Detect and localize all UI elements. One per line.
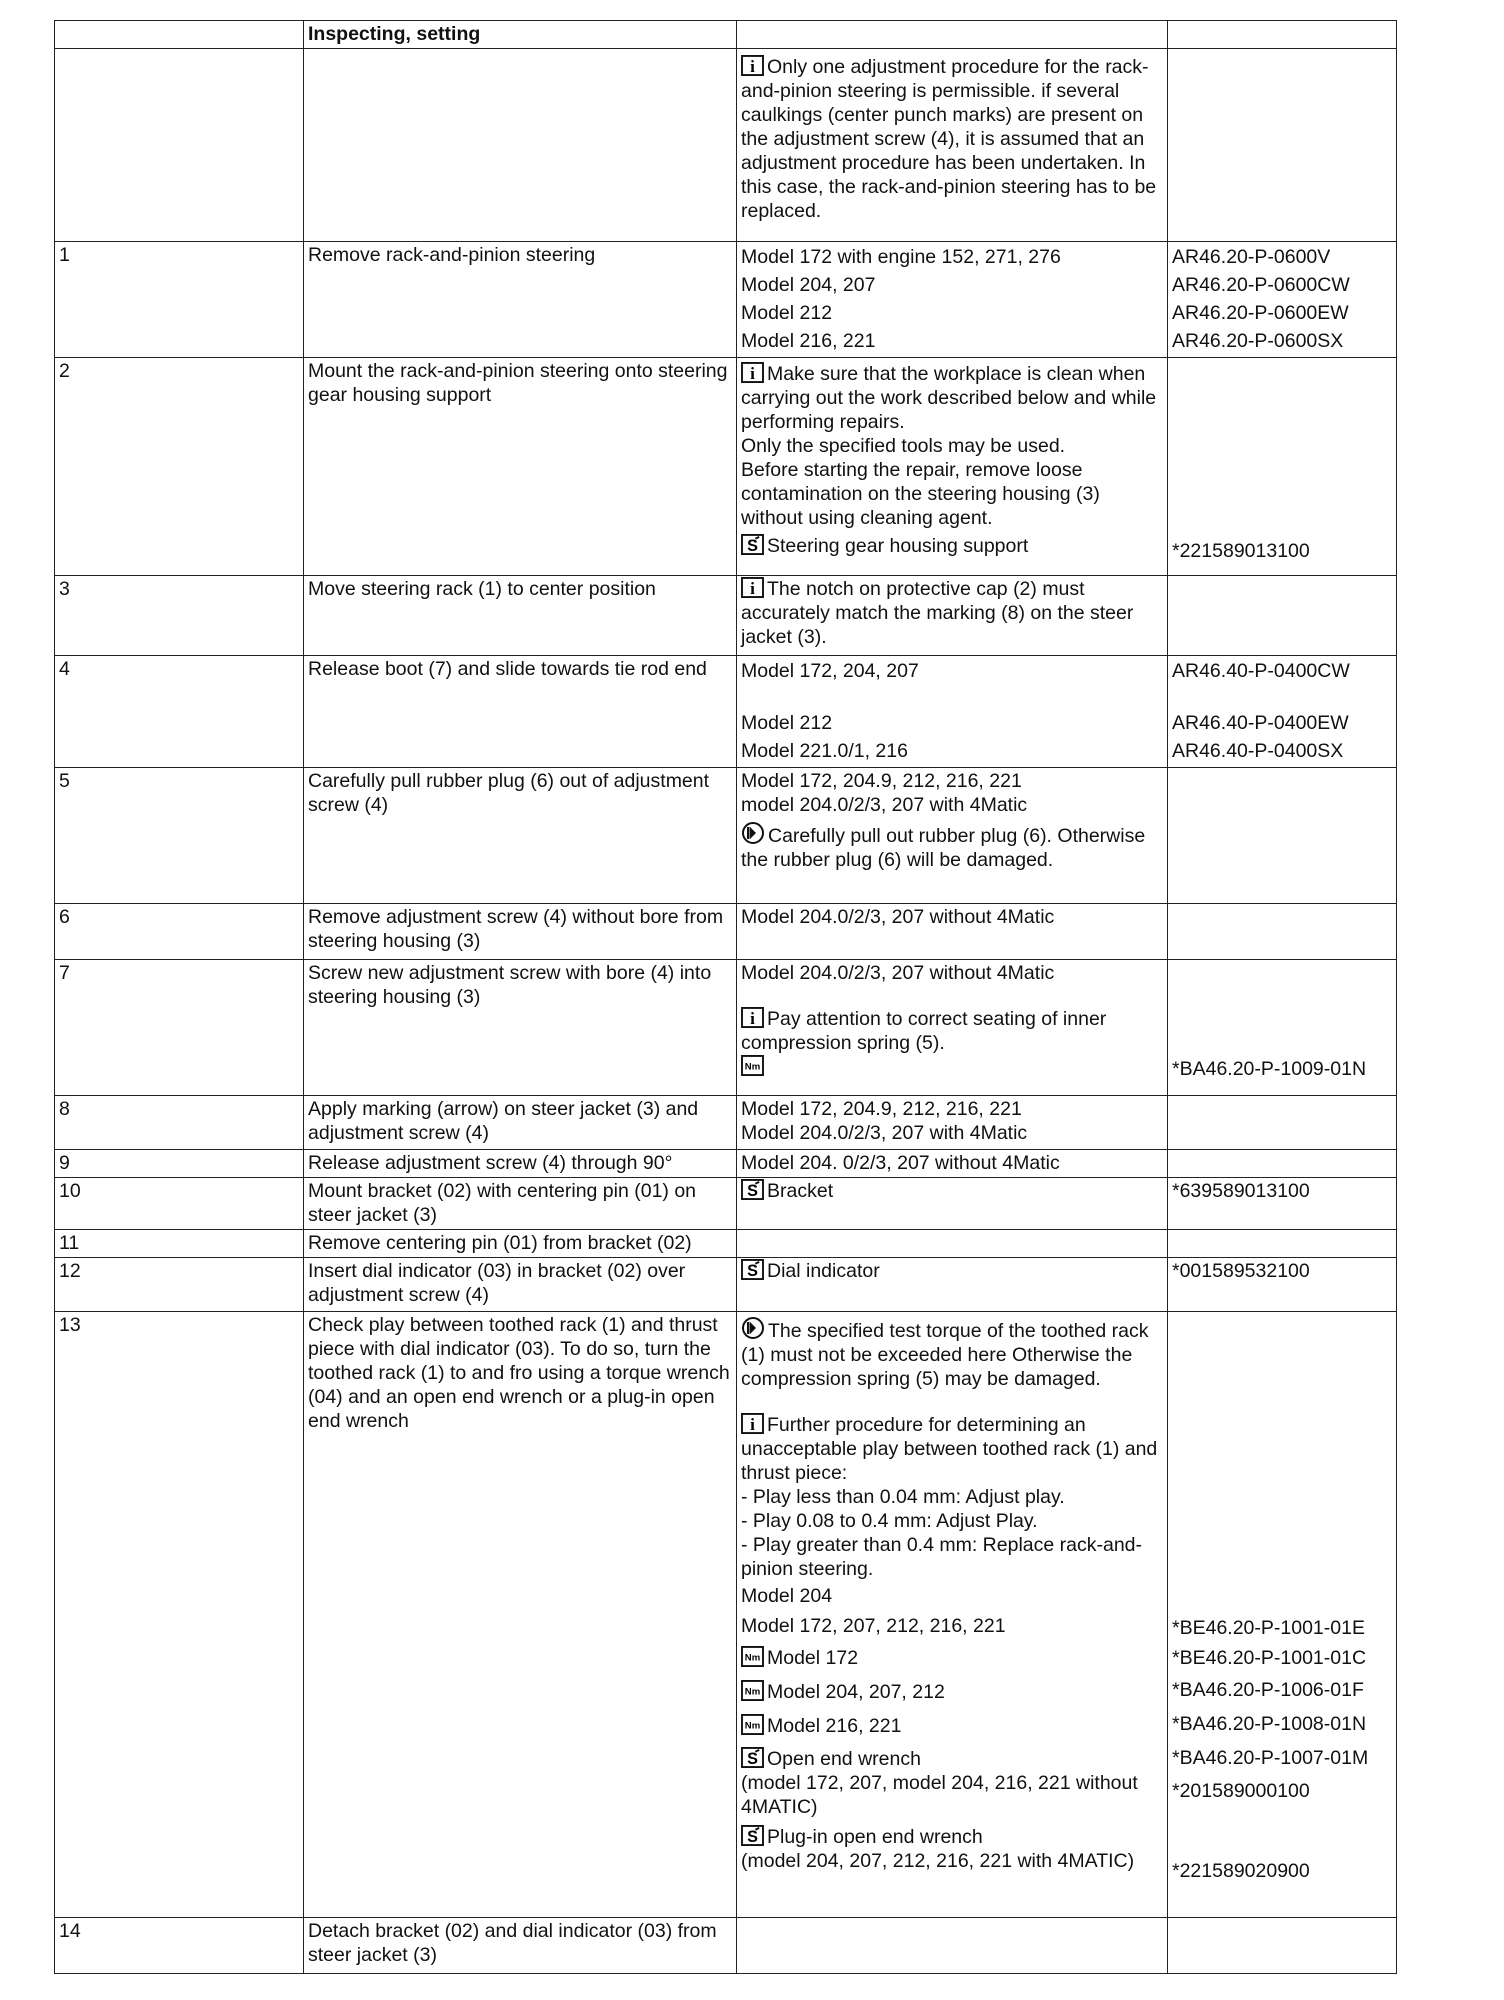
header-row [55,21,1397,49]
table-row [55,1230,1397,1258]
table-row: 1 Remove rack-and-pinion steering Model 172 with engine 152, 271, 276 Model 204, 207 Model 212 Model 216, 221 AR46.20-P-0600V AR46.20-P-0600CW AR46.20-P-0600EW AR46.20-P-0600SX [55,242,1397,358]
step-action: Screw new adjustment screw with bore (4) into steering housing (3) [304,960,737,1096]
info-icon [741,362,764,383]
step-action: Check play between toothed rack (1) and thrust piece with dial indicator (03). To do so, turn the toothed rack (1) to and fro using a torque wrench (04) and an open end wrench or a plug-in open end wrench [304,1312,737,1918]
reference-link[interactable]: *BE46.20-P-1001-01E [1172,1617,1365,1639]
step-number: 11 [55,1230,304,1258]
info-icon [741,55,764,76]
reference-link[interactable]: *BA46.20-P-1006-01F [1172,1679,1364,1701]
special-tool-icon [741,1747,764,1768]
step-number: 3 [55,576,304,656]
step-number: 6 [55,904,304,960]
reference-link[interactable]: *BA46.20-P-1007-01M [1172,1747,1369,1769]
table-row: 12 Insert dial indicator (03) in bracket (02) over adjustment screw (4) Dial indicator *001589532100 [55,1258,1397,1312]
table-row: 5 Carefully pull rubber plug (6) out of adjustment screw (4) Model 172, 204.9, 212, 216, 221 model 204.0/2/3, 207 with 4Matic Carefully pull out rubber plug (6). Otherwise the rubber plug (6) will be damaged. [55,768,1397,904]
reference-link[interactable]: *201589000100 [1172,1780,1310,1802]
reference-link[interactable]: *639589013100 [1168,1178,1397,1230]
table-row: 3 Move steering rack (1) to center position The notch on protective cap (2) must accurately match the marking (8) on the steer jacket (3). [55,576,1397,656]
intro-note: Only one adjustment procedure for the rack-and-pinion steering is permissible. if several caulkings (center punch marks) are present on the adjustment screw (4), it is assumed that an adjustment procedure has been undertaken. In this case, the rack-and-pinion steering has to be replaced. [741,56,1157,222]
table-row: 10 Mount bracket (02) with centering pin (01) on steer jacket (3) Bracket *639589013100 [55,1178,1397,1230]
torque-nm-icon [741,1646,764,1667]
step-action: Insert dial indicator (03) in bracket (02) over adjustment screw (4) [304,1258,737,1312]
step-action: Mount the rack-and-pinion steering onto steering gear housing support [304,358,737,576]
section-header: Inspecting, setting [304,21,737,49]
procedure-table [54,20,1397,1974]
table-row: 13 Check play between toothed rack (1) and thrust piece with dial indicator (03). To do so, turn the toothed rack (1) to and fro using a torque wrench (04) and an open end wrench or a plug-in open end wrench The specified test torque of the toothed rack (1) must not be exceeded here Otherwise the compression spring (5) may be damaged. Further procedure for determining an unacceptable play between toothed rack (1) and thrust piece: - Play less than 0.04 mm: Adjust play. - Play 0.08 to 0.4 mm: Adjust Play. - Play greater than 0.4 mm: Replace rack-and-pinion steering. Model 204 Model 172, 207, 212, 216, 221 Model 172 Model 204, 207, 212 Model 216, 221 Open end wrench (model 172, 207, model 204, 216, 221 without 4MATIC) Plug-in open end wrench (model 204, 207, 212, 216, 221 with 4MATIC) *BE46.20-P-1001-01E *BE46.20-P-1001-01C *BA46.20-P-1006-01F *BA46.20-P-1008-01N *BA46.20-P-1007-01M *201589000100 *221589020900 [55,1312,1397,1918]
reference-link[interactable]: AR46.40-P-0400CW [1172,660,1350,682]
special-tool-icon [741,1259,764,1280]
step-action: Release adjustment screw (4) through 90° [304,1150,737,1178]
step-number: 7 [55,960,304,1096]
step-action: Move steering rack (1) to center position [304,576,737,656]
reference-link[interactable]: *001589532100 [1168,1258,1397,1312]
step-number: 2 [55,358,304,576]
step-action: Release boot (7) and slide towards tie rod end [304,656,737,768]
caution-icon [741,1316,765,1340]
reference-link[interactable]: *221589013100 [1172,540,1310,562]
step-number: 5 [55,768,304,904]
table-row: 7 Screw new adjustment screw with bore (4) into steering housing (3) Model 204.0/2/3, 207 without 4Matic Pay attention to correct seating of inner compression spring (5). *BA46.20-P-1009-01N [55,960,1397,1096]
reference-link[interactable]: AR46.40-P-0400SX [1172,740,1344,762]
intro-row [55,49,1397,242]
reference-link[interactable]: AR46.20-P-0600EW [1172,302,1349,324]
reference-link[interactable]: AR46.20-P-0600V [1172,246,1331,268]
table-row: 9 Release adjustment screw (4) through 90° Model 204. 0/2/3, 207 without 4Matic [55,1150,1397,1178]
reference-link[interactable]: *221589020900 [1172,1860,1310,1882]
table-row: 8 Apply marking (arrow) on steer jacket (3) and adjustment screw (4) Model 172, 204.9, 212, 216, 221 Model 204.0/2/3, 207 with 4Matic [55,1096,1397,1150]
step-action: Remove centering pin (01) from bracket (02) [304,1230,737,1258]
step-action: Apply marking (arrow) on steer jacket (3) and adjustment screw (4) [304,1096,737,1150]
special-tool-icon [741,534,764,555]
table-row [55,1918,1397,1974]
step-number: 1 [55,242,304,358]
step-action: Mount bracket (02) with centering pin (01) on steer jacket (3) [304,1178,737,1230]
reference-link[interactable]: *BE46.20-P-1001-01C [1172,1647,1367,1669]
torque-nm-icon [741,1055,764,1076]
special-tool-icon [741,1825,764,1846]
step-action: Remove adjustment screw (4) without bore from steering housing (3) [304,904,737,960]
table-row: 4 Release boot (7) and slide towards tie rod end Model 172, 204, 207 Model 212 Model 221.0/1, 216 AR46.40-P-0400CW AR46.40-P-0400EW AR46.40-P-0400SX [55,656,1397,768]
caution-icon [741,821,765,845]
torque-nm-icon [741,1714,764,1735]
step-action: Carefully pull rubber plug (6) out of adjustment screw (4) [304,768,737,904]
table-row: 2 Mount the rack-and-pinion steering onto steering gear housing support Make sure that the workplace is clean when carrying out the work described below and while performing repairs. Only the specified tools may be used. Before starting the repair, remove loose contamination on the steering housing (3) without using cleaning agent. Steering gear housing support *221589013100 [55,358,1397,576]
reference-link[interactable]: AR46.20-P-0600CW [1172,274,1350,296]
step-number: 10 [55,1178,304,1230]
info-icon [741,1007,764,1028]
reference-link[interactable]: AR46.20-P-0600SX [1172,330,1344,352]
step-number: 8 [55,1096,304,1150]
step-number: 9 [55,1150,304,1178]
step-action: Detach bracket (02) and dial indicator (03) from steer jacket (3) [304,1918,737,1974]
torque-nm-icon [741,1680,764,1701]
step-number: 13 [55,1312,304,1918]
info-icon [741,1413,764,1434]
step-number: 14 [55,1918,304,1974]
step-action: Remove rack-and-pinion steering [304,242,737,358]
step-number: 12 [55,1258,304,1312]
reference-link[interactable]: *BA46.20-P-1008-01N [1172,1713,1367,1735]
reference-link[interactable]: AR46.40-P-0400EW [1172,712,1349,734]
special-tool-icon [741,1179,764,1200]
step-number: 4 [55,656,304,768]
info-icon [741,577,764,598]
reference-link[interactable]: *BA46.20-P-1009-01N [1172,1058,1367,1080]
table-row: 6 Remove adjustment screw (4) without bore from steering housing (3) Model 204.0/2/3, 207 without 4Matic [55,904,1397,960]
